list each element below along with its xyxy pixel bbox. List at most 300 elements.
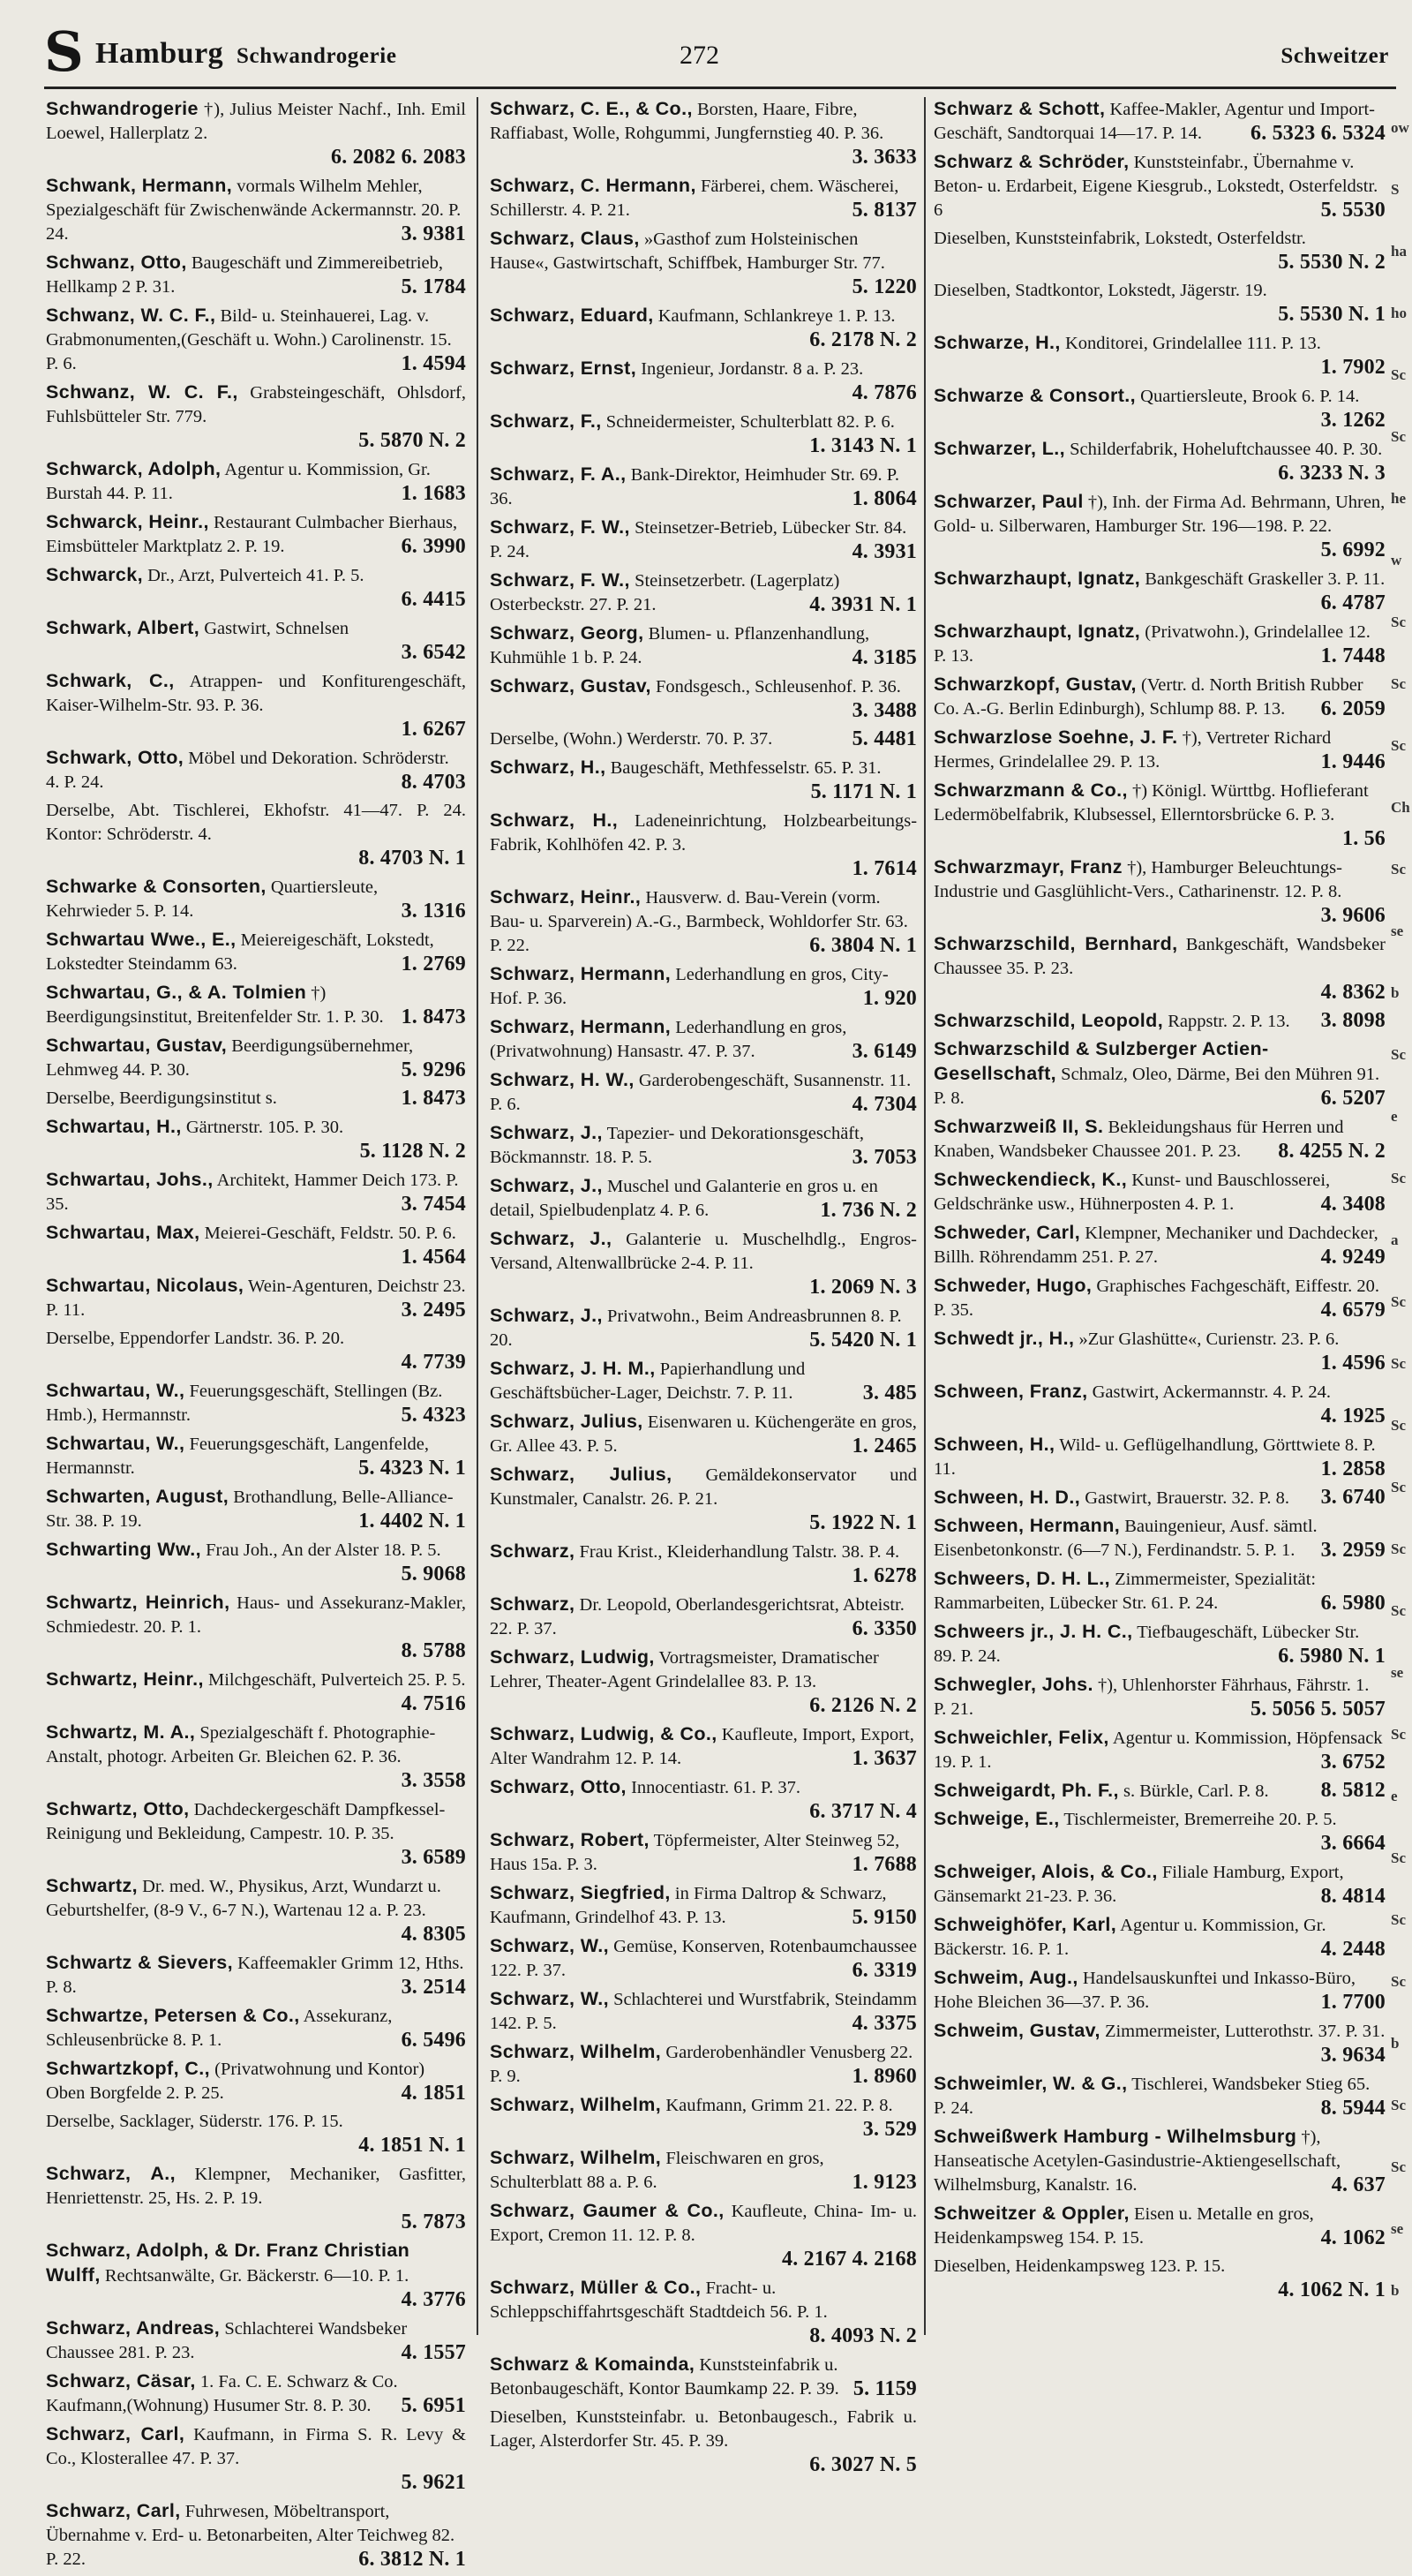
phone-line	[800, 2324, 917, 2349]
phone-number: 1. 1683	[401, 482, 466, 505]
entry-body	[490, 1360, 805, 1403]
entry-details: Garderobengeschäft, Susannenstr. 11. P. 6.	[490, 1071, 912, 1114]
phone-number: 4. 1062	[1320, 2226, 1386, 2249]
entry-details: Dachdeckergeschäft Dampfkessel-Reinigung und Bekleidung, Campestr. 10. P. 35.	[46, 1800, 446, 1843]
phone-line	[393, 1246, 466, 1270]
entry-name: Schwarz, Otto,	[490, 1776, 627, 1797]
directory-entry	[490, 1722, 917, 1772]
entry-name: Schwartau, Max,	[46, 1222, 200, 1243]
column-divider	[477, 97, 478, 2335]
phone-number: 1. 6278	[852, 1564, 917, 1587]
directory-entry	[934, 437, 1386, 486]
directory-entry	[46, 2499, 466, 2572]
directory-entry	[934, 855, 1386, 929]
margin-fragment: w	[1391, 552, 1402, 569]
entry-name: Schwartau, W.,	[46, 1433, 185, 1454]
phone-line	[1312, 591, 1386, 616]
entry-body	[46, 2110, 466, 2134]
directory-entry	[934, 1514, 1386, 1563]
directory-entry	[490, 727, 917, 752]
phone-line	[393, 1404, 466, 1428]
entry-details: Quartiersleute, Kehrwieder 5. P. 14.	[46, 877, 379, 921]
phone-line	[393, 1087, 466, 1111]
entry-body	[46, 1036, 413, 1080]
phone-number: 5. 5530 N. 1	[1278, 303, 1386, 326]
entry-details: Schlachterei Wandsbeker Chaussee 281. P. 23.	[46, 2319, 408, 2362]
phone-line	[1312, 1938, 1386, 1962]
entry-name: Schwarze, H.,	[934, 332, 1061, 353]
entry-body	[46, 1088, 277, 1108]
entry-name: Schwartz, Heinr.,	[46, 1668, 204, 1690]
phone-line	[490, 2453, 917, 2478]
phone-number: 1. 3143 N. 1	[809, 434, 917, 457]
entry-name: Schweiger, Alois, & Co.,	[934, 1861, 1158, 1882]
phone-line	[844, 1906, 917, 1931]
phone-number: 1. 4564	[401, 1246, 466, 1269]
entry-details: Zimmermeister, Spezialität: Rammarbeiten, Lübecker Str. 61. P. 24.	[934, 1570, 1317, 1613]
phone-line	[393, 1976, 466, 2000]
phone-number: 5. 9150	[852, 1906, 917, 1929]
column-2	[490, 97, 917, 2482]
entry-name: Schweige, E.,	[934, 1808, 1060, 1829]
entry-name: Schwark, Otto,	[46, 747, 184, 768]
entry-details: Kaffeemakler Grimm 12, Hths. P. 8.	[46, 1954, 464, 1997]
entry-details: †) Beerdigungsinstitut, Breitenfelder Str. 1. P. 30.	[46, 983, 384, 1027]
entry-details: in Firma Daltrop & Schwarz, Kaufmann, Grindelhof 43. P. 13.	[490, 1884, 887, 1927]
phone-line	[844, 2171, 917, 2196]
phone-number: 3. 3633	[852, 146, 917, 169]
directory-entry	[46, 875, 466, 924]
entry-name: Schwanz, W. C. F.,	[46, 381, 238, 403]
entry-body	[46, 2422, 466, 2471]
directory-entry	[46, 2110, 466, 2158]
directory-entry	[46, 1379, 466, 1428]
phone-number: 6. 3717 N. 4	[809, 1800, 917, 1823]
entry-details: Hausverw. d. Bau-Verein (vorm. Bau- u. Sparverein) A.-G., Barmbeck, Wohldorfer Str. 63. P. 22.	[490, 888, 908, 955]
entry-details: Milchgeschäft, Pulverteich 25. P. 5.	[207, 1670, 466, 1690]
phone-number: 1. 8473	[401, 1087, 466, 1110]
phone-number: 6. 5980	[1320, 1592, 1386, 1615]
entry-body	[490, 758, 881, 778]
entry-details: Dr., Arzt, Pulverteich 41. P. 5.	[147, 566, 364, 585]
entry-name: Schwarz, W.,	[490, 1988, 610, 2009]
directory-entry	[934, 1221, 1386, 1270]
phone-line	[46, 1140, 466, 1164]
phone-number: 8. 4255 N. 2	[1278, 1140, 1386, 1163]
entry-name: Schwartze, Petersen & Co.,	[46, 2005, 300, 2026]
directory-entry	[934, 1433, 1386, 1482]
phone-number: 3. 6740	[1320, 1486, 1386, 1509]
phone-line	[393, 2394, 466, 2419]
phone-number: 3. 6664	[1320, 1832, 1386, 1855]
phone-line	[1312, 2044, 1386, 2068]
margin-fragment: Sc	[1391, 675, 1406, 692]
entry-details: Töpfermeister, Alter Steinweg 52, Haus 15a. P. 3.	[490, 1831, 900, 1874]
phone-line	[46, 1639, 466, 1664]
entry-name: Schwarzschild & Sulzberger Actien-Gesellschaft,	[934, 1038, 1269, 1084]
phone-number: 4. 3408	[1320, 1193, 1386, 1216]
phone-number: 3. 2495	[401, 1299, 466, 1322]
entry-details: (Privatwohnung und Kontor) Oben Borgfelde 2. P. 25.	[46, 2060, 425, 2103]
entry-name: Schweim, Gustav,	[934, 2020, 1100, 2041]
entry-name: Schweimler, W. & G.,	[934, 2073, 1128, 2094]
entry-name: Schweigardt, Ph. F.,	[934, 1780, 1119, 1801]
entry-body	[934, 2022, 1385, 2041]
entry-body	[46, 1224, 456, 1243]
entry-details: Graphisches Fachgeschäft, Eiffestr. 20. P. 35.	[934, 1277, 1380, 1320]
phone-number: 3. 3488	[852, 699, 917, 722]
directory-entry	[934, 1115, 1386, 1164]
section-letter: S	[44, 19, 84, 84]
entry-name: Schwarz, Cäsar,	[46, 2370, 196, 2391]
margin-fragment: Sc	[1391, 1911, 1406, 1928]
phone-line	[393, 1846, 466, 1871]
directory-entry	[46, 2316, 466, 2366]
phone-number: 3. 2514	[401, 1976, 466, 1999]
phone-line	[1312, 1991, 1386, 2015]
entry-name: Schwarze & Consort.,	[934, 385, 1137, 406]
entry-details: Schlachterei und Wurstfabrik, Steindamm 142. P. 5.	[490, 1990, 917, 2033]
entry-body	[46, 930, 434, 974]
entry-name: Schwarz, Julius,	[490, 1464, 672, 1485]
entry-details: Filiale Hamburg, Export, Gänsemarkt 21-23. P. 36.	[934, 1863, 1344, 1906]
directory-entry	[934, 1327, 1386, 1376]
phone-line	[844, 1146, 917, 1171]
entry-details: Lederhandlung en gros, City-Hof. P. 36.	[490, 965, 889, 1008]
margin-fragment: Sc	[1391, 1355, 1406, 1372]
entry-body	[46, 1877, 441, 1920]
entry-details: Dieselben, Kunststeinfabr. u. Betonbaugesch., Fabrik u. Lager, Alsterdorfer Str. 45. P. 39.	[490, 2407, 917, 2451]
entry-name: Schween, Franz,	[934, 1381, 1088, 1402]
phone-line	[1312, 1539, 1386, 1563]
entry-details: Derselbe, (Wohn.) Werderstr. 70. P. 37.	[490, 729, 773, 749]
phone-line	[844, 1853, 917, 1878]
directory-entry	[934, 1380, 1386, 1429]
entry-details: Rechtsanwälte, Gr. Bäckerstr. 6—10. P. 1.	[104, 2266, 409, 2286]
phone-line	[1312, 539, 1386, 563]
entry-details: Zimmermeister, Lutterothstr. 37. P. 31.	[1104, 2022, 1386, 2041]
entry-name: Schwarzlose Soehne, J. F.	[934, 727, 1178, 748]
entry-name: Schwartau, W.,	[46, 1380, 185, 1401]
entry-name: Schwarzer, Paul	[934, 491, 1084, 512]
margin-fragment: Sc	[1391, 1726, 1406, 1743]
entry-body	[934, 728, 1331, 772]
entry-name: Schwartz, Heinrich,	[46, 1592, 230, 1613]
directory-entry	[934, 1779, 1386, 1804]
phone-line	[854, 2118, 917, 2143]
directory-entry	[934, 1009, 1386, 1034]
phone-number: 3. 3558	[401, 1769, 466, 1792]
phone-number: 1. 8473	[401, 1006, 466, 1028]
entry-body	[490, 1542, 899, 1562]
entry-body	[46, 877, 378, 921]
phone-number: 3. 6752	[1320, 1751, 1386, 1774]
directory-entry	[490, 1987, 917, 2037]
phone-number: 4. 3931	[852, 540, 917, 563]
entry-body	[934, 858, 1342, 901]
entry-name: Schwarz, C. Hermann,	[490, 175, 696, 196]
phone-number: 5. 5870 N. 2	[358, 429, 466, 452]
entry-details: s. Bürkle, Carl. P. 8.	[1123, 1781, 1269, 1801]
phone-number: 4. 1062 N. 1	[1278, 2278, 1386, 2301]
phone-number: 6. 3233 N. 3	[1278, 462, 1386, 485]
phone-number: 3. 1262	[1320, 409, 1386, 432]
phone-number: 6. 3350	[852, 1617, 917, 1640]
entry-body	[490, 100, 883, 143]
entry-details: (Privatwohn.), Grindelallee 12. P. 13.	[934, 622, 1371, 666]
margin-fragment: e	[1391, 1788, 1398, 1804]
directory-entry	[934, 1860, 1386, 1909]
entry-body	[46, 2319, 407, 2362]
entry-name: Schwartau, G., & A. Tolmien	[46, 982, 307, 1003]
entry-details: Handelsauskunftei und Inkasso-Büro, Hohe Bleichen 36—37. P. 36.	[934, 1969, 1356, 2012]
directory-entry	[46, 1327, 466, 1375]
phone-number: 1. 736 N. 2	[820, 1199, 917, 1222]
entry-name: Schween, H. D.,	[934, 1487, 1081, 1508]
directory-entry	[934, 620, 1386, 669]
entry-body	[490, 1595, 905, 1638]
phone-line	[46, 2134, 466, 2158]
entry-details: Kaffee-Makler, Agentur und Import-Geschäft, Sandtorquai 14—17. P. 14.	[934, 100, 1375, 143]
phone-line	[844, 199, 917, 223]
phone-line	[844, 1040, 917, 1065]
entry-details: Brothandlung, Belle-Alliance-Str. 38. P. 19.	[46, 1488, 454, 1531]
entry-body	[934, 1171, 1330, 1214]
entry-name: Schwarz, Ernst,	[490, 358, 637, 379]
entry-details: Muschel und Galanterie en gros u. en detail, Spielbudenplatz 4. P. 6.	[490, 1177, 878, 1220]
entry-name: Schwanz, W. C. F.,	[46, 305, 216, 326]
entry-details: Bankgeschäft, Wandsbeker Chaussee 35. P. 23.	[934, 935, 1386, 978]
entry-details: 1. Fa. C. E. Schwarz & Co. Kaufmann,(Wohnung) Husumer Str. 8. P. 30.	[46, 2372, 398, 2415]
directory-entry	[490, 1068, 917, 1118]
phone-number: 6. 3990	[401, 535, 466, 558]
phone-line	[844, 540, 917, 565]
directory-entry	[490, 885, 917, 959]
directory-entry	[46, 1721, 466, 1794]
entry-name: Schwarz & Schröder,	[934, 151, 1130, 172]
entry-details: Assekuranz, Schleusenbrücke 8. P. 1.	[46, 2007, 393, 2050]
entry-body	[490, 1831, 899, 1874]
directory-entry	[490, 1121, 917, 1171]
entry-details: Derselbe, Abt. Tischlerei, Ekhofstr. 41—47. P. 24. Kontor: Schröderstr. 4.	[46, 801, 466, 844]
entry-name: Schweichler, Felix,	[934, 1727, 1109, 1748]
directory-entry	[490, 2093, 917, 2143]
directory-entry	[490, 962, 917, 1012]
phone-number: 5. 1159	[852, 2377, 917, 2400]
directory-entry	[46, 1538, 466, 1587]
entry-details: Kaufmann, in Firma S. R. Levy & Co., Klosterallee 47. P. 37.	[46, 2425, 466, 2468]
entry-details: Innocentiastr. 61. P. 37.	[631, 1778, 800, 1797]
directory-entry	[934, 2125, 1386, 2198]
entry-details: Kaufmann, Grimm 21. 22. P. 8.	[665, 2096, 893, 2115]
entry-name: Schwarz, J.,	[490, 1228, 612, 1249]
directory-entry	[490, 1357, 917, 1406]
phone-number: 5. 9296	[401, 1058, 466, 1081]
entry-details: »Zur Glashütte«, Curienstr. 23. P. 6.	[1078, 1329, 1340, 1349]
entry-details: Klempner, Mechaniker, Gasfitter, Henriettenstr. 25, Hs. 2. P. 19.	[46, 2165, 466, 2208]
phone-number: 4. 7876	[852, 381, 917, 404]
entry-name: Schwarz, J.,	[490, 1175, 603, 1196]
directory-entry	[46, 2004, 466, 2053]
entry-details: Derselbe, Eppendorfer Landstr. 36. P. 20.	[46, 1329, 345, 1348]
phone-line	[1312, 1405, 1386, 1429]
directory-entry	[46, 304, 466, 377]
entry-details: †), Vertreter Richard Hermes, Grindelallee 29. P. 13.	[934, 728, 1332, 772]
last-keyword: Schweitzer	[1281, 44, 1389, 68]
entry-details: Lederhandlung en gros, (Privatwohnung) Hansastr. 47. P. 37.	[490, 1018, 847, 1061]
directory-entry	[46, 2162, 466, 2235]
margin-fragment: a	[1391, 1232, 1399, 1248]
entry-details: Baugeschäft und Zimmereibetrieb, Hellkamp 2 P. 31.	[46, 253, 444, 297]
phone-number: 4. 1557	[401, 2341, 466, 2364]
entry-body	[934, 1863, 1344, 1906]
phone-line	[802, 780, 917, 805]
entry-details: Garderobenhändler Venusberg 22. P. 9.	[490, 2043, 913, 2086]
entry-details: Papierhandlung und Geschäftsbücher-Lager, Deichstr. 7. P. 11.	[490, 1360, 806, 1403]
entry-body	[490, 1124, 864, 1167]
phone-line	[1323, 2173, 1386, 2198]
directory-entry	[490, 674, 917, 724]
phone-number: 6. 3319	[852, 1959, 917, 1982]
phone-line	[393, 535, 466, 560]
entry-body	[934, 229, 1306, 248]
phone-number: 3. 6589	[401, 1846, 466, 1869]
phone-line	[1312, 1087, 1386, 1111]
phone-line	[844, 381, 917, 406]
margin-fragment: Sc	[1391, 2158, 1406, 2175]
entry-details: Tischlerei, Wandsbeker Stieg 65. P. 24.	[934, 2075, 1371, 2118]
phone-number: 6. 5496	[401, 2029, 466, 2052]
entry-details: Dieselben, Stadtkontor, Lokstedt, Jägerstr. 19.	[934, 281, 1267, 300]
entry-details: Bank-Direktor, Heimhuder Str. 69. P. 36.	[490, 465, 900, 508]
phone-number: 3. 9381	[401, 222, 466, 245]
entry-details: »Gasthof zum Holsteinischen Hause«, Gastwirtschaft, Schiffbek, Hamburger Str. 77.	[490, 230, 885, 273]
phone-line	[844, 1093, 917, 1118]
margin-fragment: b	[1391, 984, 1400, 1001]
directory-entry	[46, 669, 466, 742]
directory-entry	[46, 1591, 466, 1664]
entry-body	[934, 2204, 1314, 2248]
phone-line	[1312, 1246, 1386, 1270]
entry-name: Schwanz, Otto,	[46, 252, 187, 273]
entry-body	[934, 1488, 1289, 1508]
directory-entry	[490, 1934, 917, 1984]
entry-body	[934, 1969, 1356, 2012]
phone-number: 1. 8064	[852, 487, 917, 510]
entry-body	[934, 440, 1382, 459]
entry-name: Schwarz & Schott,	[934, 98, 1106, 119]
phone-number: 4. 1925	[1320, 1405, 1386, 1427]
entry-details: (Vertr. d. North British Rubber Co. A.-G. Berlin Edinburgh), Schlump 88. P. 13.	[934, 675, 1363, 719]
directory-entry	[46, 928, 466, 977]
phone-number: 4. 9249	[1320, 1246, 1386, 1269]
phone-line	[1312, 1592, 1386, 1616]
phone-line	[1312, 1009, 1386, 1034]
entry-body	[934, 334, 1321, 353]
phone-line	[845, 2377, 917, 2402]
directory-entry	[490, 1593, 917, 1642]
entry-body	[934, 675, 1363, 719]
directory-entry	[934, 2202, 1386, 2251]
phone-number: 3. 1316	[401, 900, 466, 923]
phone-line	[844, 146, 917, 170]
entry-name: Schwarz, H.,	[490, 757, 606, 778]
phone-number: 4. 3931 N. 1	[809, 593, 917, 616]
entry-body	[934, 1517, 1318, 1560]
margin-fragment: Sc	[1391, 1540, 1406, 1557]
directory-entry	[934, 279, 1386, 328]
phone-line	[854, 987, 917, 1012]
entry-details: Vortragsmeister, Dramatischer Lehrer, Theater-Agent Grindelallee 83. P. 13.	[490, 1648, 879, 1691]
phone-line	[934, 981, 1386, 1006]
phone-line	[1269, 1645, 1386, 1669]
phone-line	[349, 1457, 466, 1481]
directory-entry	[934, 932, 1386, 1006]
phone-line	[490, 2248, 917, 2272]
entry-details: †), Inh. der Firma Ad. Behrmann, Uhren, Gold- u. Silberwaren, Hamburger Str. 196—198. P. 22.	[934, 493, 1386, 536]
phone-line	[393, 352, 466, 377]
phone-number: 5. 1922 N. 1	[809, 1511, 917, 1534]
directory-entry	[46, 1432, 466, 1481]
entry-name: Schwartz, Otto,	[46, 1798, 190, 1819]
entry-body	[46, 1670, 466, 1690]
entry-body	[934, 1382, 1331, 1402]
entry-details: Gemäldekonservator und Kunstmaler, Canalstr. 26. P. 21.	[490, 1465, 917, 1509]
phone-line	[844, 1617, 917, 1642]
phone-line	[800, 593, 917, 618]
phone-line	[393, 771, 466, 795]
phone-line	[46, 847, 466, 871]
entry-details: Bekleidungshaus für Herren und Knaben, Wandsbeker Chaussee 201. P. 23.	[934, 1118, 1344, 1161]
phone-number: 6. 5207	[1320, 1087, 1386, 1110]
entry-name: Schwarz, Julius,	[490, 1411, 643, 1432]
entry-details: Tiefbaugeschäft, Lübecker Str. 89. P. 24.	[934, 1623, 1360, 1666]
phone-line	[393, 1769, 466, 1794]
directory-entry	[490, 304, 917, 353]
entry-name: Schwarzmann & Co.,	[934, 780, 1128, 801]
phone-line	[1312, 1885, 1386, 1909]
directory-entry	[934, 227, 1386, 275]
phone-number: 5. 4481	[852, 727, 917, 750]
entry-details: Gastwirt, Brauerstr. 32. P. 8.	[1085, 1488, 1289, 1508]
phone-number: 3. 7053	[852, 1146, 917, 1169]
entry-name: Schwarzer, L.,	[934, 438, 1065, 459]
entry-name: Schweitzer & Oppler,	[934, 2203, 1130, 2224]
entry-body	[490, 2149, 824, 2192]
entry-details: Kunststeinfabr., Übernahme v. Beton- u. Erdarbeit, Eigene Kiesgrub., Lokstedt, Osterfeldstr. 6	[934, 153, 1378, 220]
entry-details: Dieselben, Heidenkampsweg 123. P. 15.	[934, 2256, 1226, 2276]
entry-name: Schwarten, August,	[46, 1486, 229, 1507]
directory-entry	[46, 251, 466, 300]
phone-line	[393, 482, 466, 507]
margin-fragment: Sc	[1391, 2097, 1406, 2113]
directory-entry	[934, 1966, 1386, 2015]
phone-number: 6. 4787	[1320, 591, 1386, 614]
entry-body	[490, 965, 889, 1008]
phone-number: 5. 5530	[1320, 199, 1386, 222]
entry-body	[46, 1800, 445, 1843]
phone-number: 1. 9446	[1320, 750, 1386, 773]
entry-details: Tischlermeister, Bremerreihe 20. P. 5.	[1063, 1810, 1337, 1829]
phone-line	[1312, 1751, 1386, 1775]
phone-line	[1269, 251, 1386, 275]
phone-line	[393, 953, 466, 977]
entry-body	[46, 306, 452, 373]
directory-entry	[490, 1646, 917, 1719]
entry-body	[490, 2278, 828, 2322]
phone-line	[844, 2012, 917, 2037]
entry-name: Schwarz, Gaumer & Co.,	[490, 2200, 725, 2221]
